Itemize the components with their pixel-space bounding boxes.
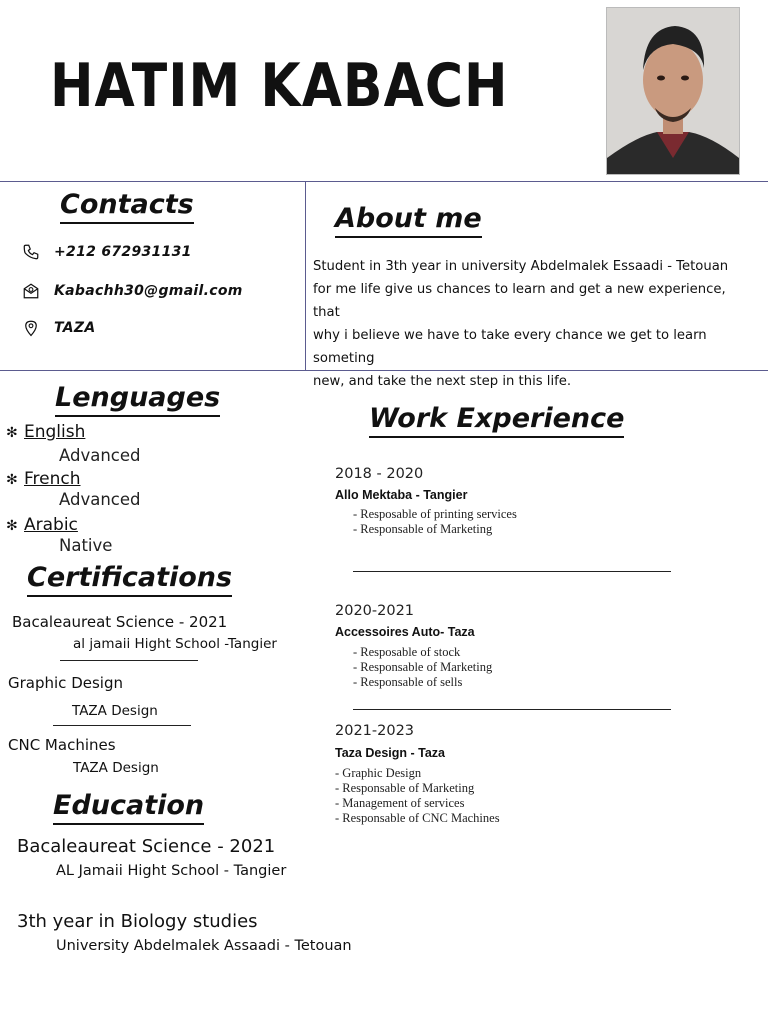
portrait-icon bbox=[607, 8, 739, 174]
resume-name: HATIM KABACH bbox=[50, 52, 509, 121]
contact-email bbox=[22, 282, 243, 300]
language-name: French bbox=[24, 469, 81, 489]
profile-photo bbox=[606, 7, 740, 175]
work-duties bbox=[353, 507, 517, 537]
work-duty: - Responsable of Marketing bbox=[335, 781, 475, 795]
about-line: why i believe we have to take every chance we get to learn someting bbox=[313, 328, 707, 366]
language-name: Arabic bbox=[24, 515, 78, 535]
contact-location bbox=[22, 319, 95, 337]
work-date: 2020-2021 bbox=[335, 603, 415, 619]
about-line: Student in 3th year in university Abdelmalek Essaadi - Tetouan bbox=[313, 259, 729, 274]
language-name: English bbox=[24, 422, 86, 442]
header-divider bbox=[0, 181, 768, 182]
education-title: Bacaleaureat Science - 2021 bbox=[17, 836, 276, 857]
email-address: Kabachh30@gmail.com bbox=[54, 283, 243, 299]
asterisk-bullet-icon: ✻ bbox=[6, 472, 18, 488]
work-duties bbox=[353, 645, 492, 690]
email-icon bbox=[22, 282, 40, 300]
education-school: AL Jamaii Hight School - Tangier bbox=[56, 863, 287, 879]
language-level: Advanced bbox=[59, 490, 141, 509]
work-divider bbox=[353, 709, 671, 710]
language-item bbox=[6, 422, 85, 442]
certification-divider bbox=[60, 660, 198, 661]
work-duty: - Responsable of Marketing bbox=[353, 660, 493, 674]
about-line: new, and take the next step in this life. bbox=[313, 374, 572, 389]
certification-issuer: TAZA Design bbox=[73, 760, 159, 776]
work-duty: - Responsable of Marketing bbox=[353, 522, 493, 536]
languages-heading: Lenguages bbox=[55, 382, 220, 413]
certifications-heading: Certifications bbox=[27, 562, 232, 593]
work-company: Accessoires Auto- Taza bbox=[335, 625, 475, 639]
work-company: Taza Design - Taza bbox=[335, 746, 445, 760]
certification-title: CNC Machines bbox=[8, 736, 116, 754]
work-duty: - Management of services bbox=[335, 796, 465, 810]
work-date: 2018 - 2020 bbox=[335, 466, 424, 482]
work-duty: - Resposable of printing services bbox=[353, 507, 517, 521]
work-duty: - Responsable of sells bbox=[353, 675, 463, 689]
language-item bbox=[6, 469, 81, 489]
certification-issuer: al jamaii Hight School -Tangier bbox=[73, 636, 277, 652]
location-text: TAZA bbox=[54, 320, 96, 336]
education-heading: Education bbox=[53, 790, 204, 821]
work-divider bbox=[353, 571, 671, 572]
contact-phone bbox=[22, 243, 192, 261]
language-level: Native bbox=[59, 536, 113, 555]
column-divider bbox=[305, 181, 306, 371]
phone-number: +212 672931131 bbox=[54, 244, 192, 260]
work-duties bbox=[335, 766, 500, 826]
about-text bbox=[313, 255, 753, 393]
work-duty: - Responsable of CNC Machines bbox=[335, 811, 500, 825]
asterisk-bullet-icon: ✻ bbox=[6, 518, 18, 534]
location-pin-icon bbox=[22, 319, 40, 337]
asterisk-bullet-icon: ✻ bbox=[6, 425, 18, 441]
language-item bbox=[6, 515, 78, 535]
about-heading: About me bbox=[335, 203, 482, 234]
work-duty: - Resposable of stock bbox=[353, 645, 461, 659]
phone-icon bbox=[22, 243, 40, 261]
certification-title: Bacaleaureat Science - 2021 bbox=[12, 613, 228, 631]
contacts-heading: Contacts bbox=[60, 189, 194, 220]
work-company: Allo Mektaba - Tangier bbox=[335, 488, 468, 502]
about-line: for me life give us chances to learn and get a new experience, that bbox=[313, 282, 726, 320]
language-level: Advanced bbox=[59, 446, 141, 465]
certification-issuer: TAZA Design bbox=[72, 703, 158, 719]
education-school: University Abdelmalek Assaadi - Tetouan bbox=[56, 938, 352, 954]
certification-divider bbox=[53, 725, 191, 726]
work-experience-heading: Work Experience bbox=[369, 403, 624, 434]
education-title: 3th year in Biology studies bbox=[17, 911, 258, 932]
certification-title: Graphic Design bbox=[8, 674, 123, 692]
work-duty: - Graphic Design bbox=[335, 766, 422, 780]
work-date: 2021-2023 bbox=[335, 723, 415, 739]
